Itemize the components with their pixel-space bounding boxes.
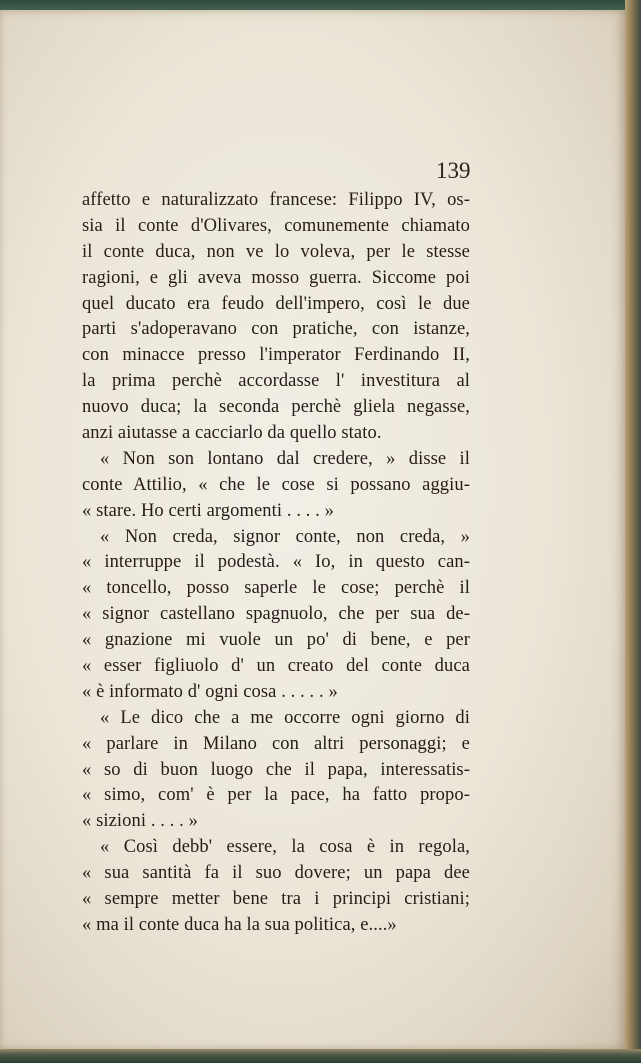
text-line: il conte duca, non ve lo voleva, per le stesse bbox=[82, 241, 470, 262]
text-line: quel ducato era feudo dell'impero, così le due bbox=[82, 293, 470, 314]
text-line: « sempre metter bene tra i principi cristiani; bbox=[82, 889, 470, 910]
text-line: « sizioni . . . . » bbox=[82, 811, 198, 832]
book-right-edge bbox=[625, 0, 641, 1063]
text-line: conte Attilio, « che le cose si possano aggiu- bbox=[82, 474, 470, 495]
text-line: ragioni, e gli aveva mosso guerra. Siccome poi bbox=[82, 267, 470, 288]
text-line: « so di buon luogo che il papa, interessatis- bbox=[82, 759, 470, 780]
text-line: nuovo duca; la seconda perchè gliela negasse, bbox=[82, 397, 470, 418]
text-line: « stare. Ho certi argomenti . . . . » bbox=[82, 500, 335, 521]
text-line: « toncello, posso saperle le cose; perchè il bbox=[82, 578, 470, 599]
text-line: « interruppe il podestà. « Io, in questo can- bbox=[82, 552, 470, 573]
text-line: con minacce presso l'imperator Ferdinando II, bbox=[82, 345, 470, 366]
text-line: parti s'adoperavano con pratiche, con istanze, bbox=[82, 319, 470, 340]
text-line: « Non creda, signor conte, non creda, » bbox=[100, 526, 470, 547]
text-line: « ma il conte duca ha la sua politica, e....» bbox=[82, 914, 397, 935]
book-page bbox=[0, 10, 627, 1053]
text-line: anzi aiutasse a cacciarlo da quello stato. bbox=[82, 423, 382, 444]
text-line: « gnazione mi vuole un po' di bene, e per bbox=[82, 630, 470, 651]
text-line: « parlare in Milano con altri personaggi; e bbox=[82, 733, 470, 754]
text-line: « Non son lontano dal credere, » disse il bbox=[100, 448, 470, 469]
text-line: la prima perchè accordasse l' investitura al bbox=[82, 371, 470, 392]
text-line: affetto e naturalizzato francese: Filippo IV, os- bbox=[82, 190, 470, 210]
text-line: « è informato d' ogni cosa . . . . . » bbox=[82, 681, 338, 702]
text-line: « sua santità fa il suo dovere; un papa dee bbox=[82, 863, 470, 884]
book-bottom-edge bbox=[0, 1049, 641, 1063]
text-line: sia il conte d'Olivares, comunemente chiamato bbox=[82, 215, 470, 236]
text-line: « Le dico che a me occorre ogni giorno di bbox=[100, 707, 470, 728]
text-line: « simo, com' è per la pace, ha fatto propo- bbox=[82, 785, 470, 806]
text-line: « signor castellano spagnuolo, che per sua de- bbox=[82, 604, 470, 625]
page-text-block bbox=[82, 188, 470, 939]
page-number: 139 bbox=[436, 158, 471, 183]
text-line: « esser figliuolo d' un creato del conte duca bbox=[82, 656, 470, 677]
text-line: « Così debb' essere, la cosa è in regola, bbox=[100, 837, 470, 858]
